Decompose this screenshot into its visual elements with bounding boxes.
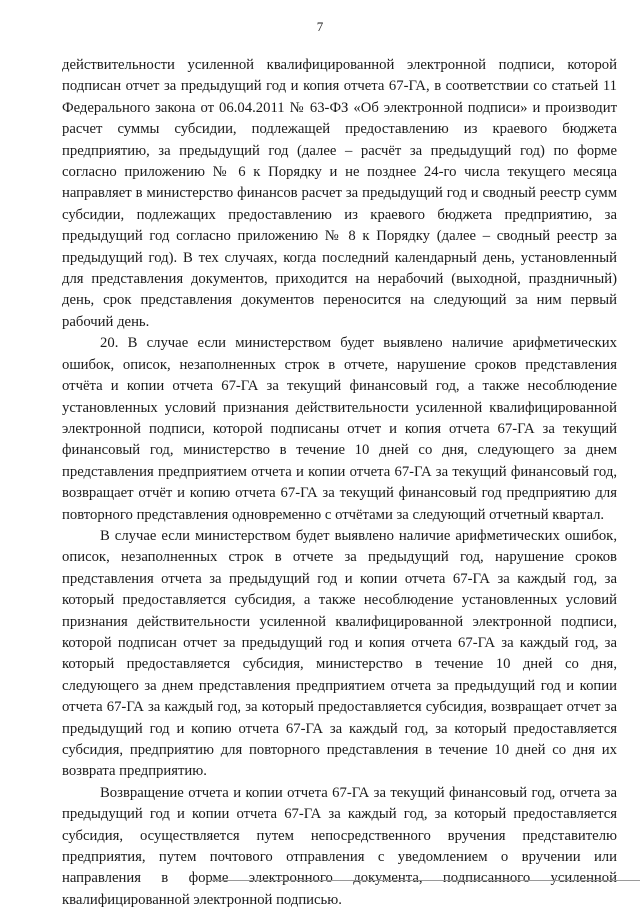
paragraph-20: 20. В случае если министерством будет выявлено наличие арифметических ошибок, описок, незаполненных строк в отчете, нарушение сроков представления отчёта и копии отчета 67-ГА за текущий финансовый год, а также несоблюдение установленных условий признания действительности усиленной квалифицированной электронной подписи, которой подписаны отчет и копия отчета 67-ГА за текущий финансовый год, министерство в течение 10 дней со дня, следующего за днем представления предприятием отчета и копии отчета 67-ГА за текущий финансовый год, возвращает отчёт и копию отчета 67-ГА за текущий финансовый год предприятию для повторного представления одновременно с отчётами за следующий отчетный квартал. — [62, 335, 617, 523]
footer-divider — [210, 880, 640, 881]
paragraph-continuation: действительности усиленной квалифицированной электронной подписи, которой подписан отчет за предыдущий год и копия отчета 67-ГА, в соответствии со статьей 11 Федерального закона от 06.04.2011 № 63-ФЗ «Об электронной подписи» и производит расчет суммы субсидии, подлежащей предоставлению из краевого бюджета предприятию, за предыдущий год (далее – расчёт за предыдущий год) по форме согласно приложению № 6 к Порядку и не позднее 24-го числа текущего месяца направляет в министерство финансов расчет за предыдущий год и сводный реестр сумм субсидии, подлежащих предоставлению из краевого бюджета предприятию, за предыдущий год согласно приложению № 8 к Порядку (далее – сводный реестр за предыдущий год). В тех случаях, когда последний календарный день, установленный для представления документов, приходится на нерабочий (выходной, праздничный) день, срок представления документов переносится на следующий за ним первый рабочий день. — [62, 57, 617, 330]
paragraph-return-procedure: Возвращение отчета и копии отчета 67-ГА за текущий финансовый год, отчета за предыдущий год и копии отчета 67-ГА за каждый год, за который предоставляется субсидия, осуществляется путем непосредственного вручения представителю предприятия, путем почтового отправления с уведомлением о вручении или направления в форме электронного документа, подписанного усиленной квалифицированной электронной подписью. — [62, 784, 617, 908]
paragraph-previous-year-errors: В случае если министерством будет выявлено наличие арифметических ошибок, описок, незаполненных строк в отчете за предыдущий год, нарушение сроков представления отчета за предыдущий год и копии отчета 67-ГА за каждый год, за который предоставляется субсидия, а также несоблюдение установленных условий признания действительности усиленной квалифицированной электронной подписи, которой подписан отчет за предыдущий год и копия отчета 67-ГА за каждый год, за который предоставляется субсидия, министерство в течение 10 дней со дня, следующего за днем представления предприятием отчета за предыдущий год и копии отчета 67-ГА за каждый год, за который предоставляется субсидия, возвращает отчет за предыдущий год и копию отчета 67-ГА за каждый год, за который предоставляется субсидия, предприятию для повторного представления в течение 10 дней со дня их возврата предприятию. — [62, 527, 617, 780]
page-number: 7 — [316, 19, 324, 34]
document-body — [62, 55, 617, 911]
